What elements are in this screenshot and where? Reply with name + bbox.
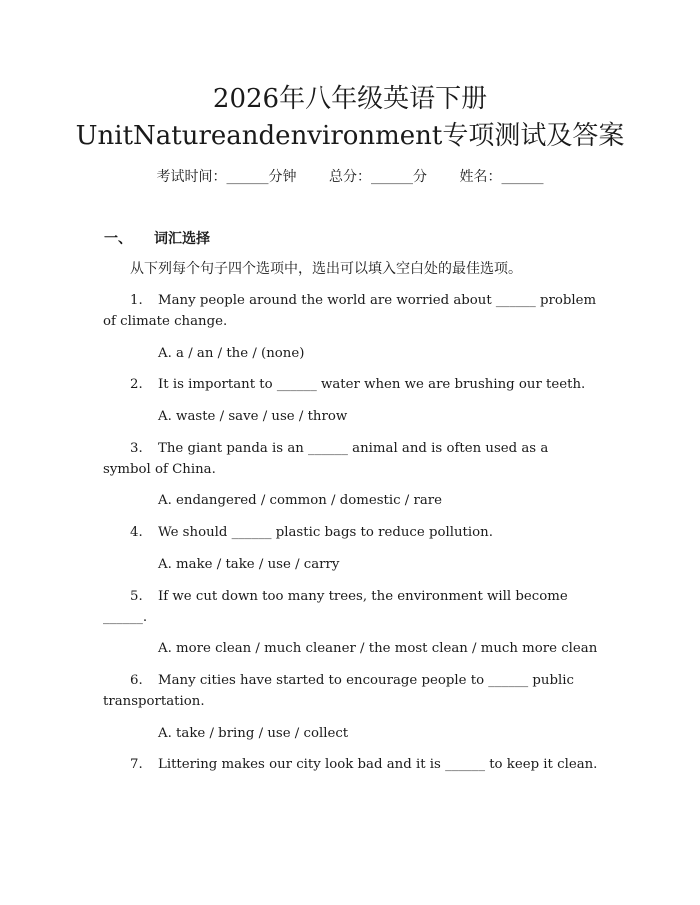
question-text: Many people around the world are worried about ______ problem of climate change. — [103, 293, 597, 329]
question-text: We should ______ plastic bags to reduce pollution. — [158, 525, 493, 540]
question-text: Littering makes our city look bad and it is ______ to keep it clean. — [158, 757, 598, 772]
question-5-options: A. more clean / much cleaner / the most clean / much more clean — [158, 641, 598, 656]
question-text: The giant panda is an ______ animal and is often used as a symbol of China. — [103, 441, 549, 477]
question-3: 3. The giant panda is an ______ animal and is often used as a symbol of China. — [103, 441, 549, 477]
question-text: If we cut down too many trees, the environment will become ______. — [103, 589, 568, 625]
exam-time: 考试时间：______分钟 — [156, 169, 297, 185]
student-name: 姓名：______ — [459, 169, 544, 185]
question-1: 1. Many people around the world are worried about ______ problem of climate change. — [103, 293, 597, 329]
exam-meta — [0, 167, 700, 187]
question-3-options: A. endangered / common / domestic / rare — [158, 493, 443, 508]
section-instruction: 从下列每个句子四个选项中，选出可以填入空白处的最佳选项。 — [130, 261, 522, 277]
question-7: 7. Littering makes our city look bad and it is ______ to keep it clean. — [130, 757, 598, 772]
question-text: It is important to ______ water when we are brushing our teeth. — [158, 377, 586, 392]
question-2-options: A. waste / save / use / throw — [158, 409, 348, 424]
section-title: 词汇选择 — [154, 231, 210, 247]
question-4: 4. We should ______ plastic bags to reduce pollution. — [130, 525, 493, 540]
question-6-options: A. take / bring / use / collect — [158, 726, 349, 741]
question-6: 6. Many cities have started to encourage people to ______ public transportation. — [103, 673, 574, 709]
question-2: 2. It is important to ______ water when we are brushing our teeth. — [130, 377, 586, 392]
title-line-2: UnitNatureandenvironment专项测试及答案 — [75, 121, 625, 151]
total-score: 总分：______分 — [329, 169, 427, 185]
question-1-options: A. a / an / the / (none) — [158, 346, 305, 361]
question-text: Many cities have started to encourage people to ______ public transportation. — [103, 673, 574, 709]
question-5: 5. If we cut down too many trees, the environment will become ______. — [103, 589, 568, 625]
title-line-1: 2026年八年级英语下册 — [212, 84, 488, 114]
section-heading — [104, 229, 210, 249]
question-4-options: A. make / take / use / carry — [158, 557, 340, 572]
section-number: 一、 — [104, 231, 132, 247]
